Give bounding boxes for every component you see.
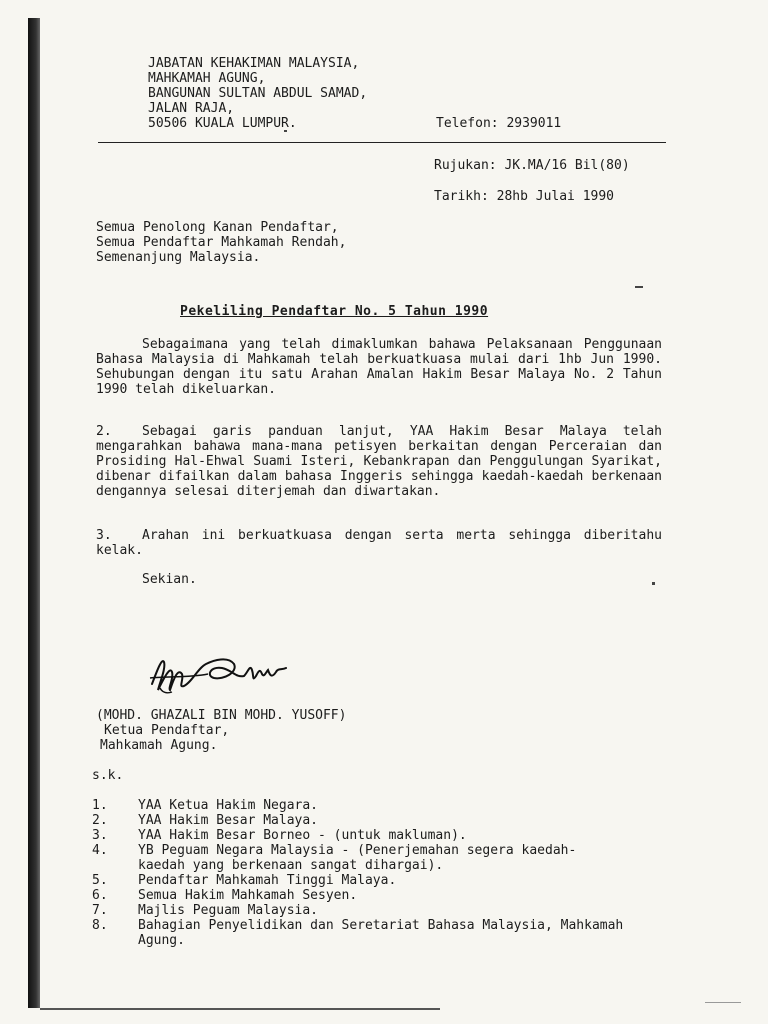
cc-item-number: 4. (92, 843, 108, 858)
recipient-line-2: Semua Pendaftar Mahkamah Rendah, (96, 235, 347, 250)
cc-item-number: 2. (92, 813, 108, 828)
paragraph-2 (96, 424, 662, 499)
cc-item: Majlis Peguam Malaysia. (138, 903, 319, 918)
paragraph-3-text: Arahan ini berkuatkuasa dengan serta merta sehingga diberitahu kelak. (96, 528, 662, 558)
scan-speck (652, 582, 655, 585)
cc-item: YB Peguam Negara Malaysia - (Penerjemahan segera kaedah-kaedah yang berkenaan sangat dihargai). (138, 843, 577, 873)
letterhead-line-1: JABATAN KEHAKIMAN MALAYSIA, (148, 56, 360, 71)
cc-item: YAA Hakim Besar Borneo - (untuk makluman). (138, 828, 467, 843)
signatory-office: Mahkamah Agung. (100, 738, 218, 753)
letterhead-line-5: 50506 KUALA LUMPUR. (148, 116, 297, 131)
signature-image (148, 648, 298, 700)
paragraph-2-number: 2. (96, 424, 112, 439)
paragraph-2-text: Sebagai garis panduan lanjut, YAA Hakim Besar Malaya telah mengarahkan bahawa mana-mana petisyen berkaitan dengan Perceraian dan Prosiding Hal-Ehwal Suami Isteri, Kebankrapan dan Penggulungan Syarikat, dibenar difailkan dalam bahasa Inggeris sehingga kaedah-kaedah berkenaan dengannya selesai diterjemah dan diwartakan. (96, 424, 662, 499)
letterhead-divider (98, 142, 666, 143)
cc-item: Semua Hakim Mahkamah Sesyen. (138, 888, 358, 903)
circular-title: Pekeliling Pendaftar No. 5 Tahun 1990 (180, 304, 489, 319)
cc-item: Bahagian Penyelidikan dan Seretariat Bahasa Malaysia, Mahkamah Agung. (138, 918, 624, 948)
recipient-line-3: Semenanjung Malaysia. (96, 250, 261, 265)
date: Tarikh: 28hb Julai 1990 (434, 189, 615, 204)
letterhead-line-4: JALAN RAJA, (148, 101, 235, 116)
cc-item: Pendaftar Mahkamah Tinggi Malaya. (138, 873, 397, 888)
cc-item-number: 3. (92, 828, 108, 843)
cc-item-number: 6. (92, 888, 108, 903)
scan-speck (635, 286, 643, 288)
letterhead-line-3: BANGUNAN SULTAN ABDUL SAMAD, (148, 86, 368, 101)
scan-speck (705, 1002, 741, 1003)
signatory-name: (MOHD. GHAZALI BIN MOHD. YUSOFF) (96, 708, 347, 723)
binding-edge (28, 18, 40, 1008)
paragraph-3 (96, 528, 662, 558)
signatory-position: Ketua Pendaftar, (104, 723, 230, 738)
cc-item-number: 8. (92, 918, 108, 933)
letterhead-line-2: MAHKAMAH AGUNG, (148, 71, 266, 86)
cc-label: s.k. (92, 768, 124, 783)
closing: Sekian. (142, 572, 197, 587)
cc-item-number: 1. (92, 798, 108, 813)
paragraph-1: Sebagaimana yang telah dimaklumkan bahawa Pelaksanaan Penggunaan Bahasa Malaysia di Mahkamah telah berkuatkuasa mulai dari 1hb Jun 1990. Sehubungan dengan itu satu Arahan Amalan Hakim Besar Malaya No. 2 Tahun 1990 telah dikeluarkan. (96, 337, 662, 397)
telephone: Telefon: 2939011 (436, 116, 562, 131)
cc-item-number: 5. (92, 873, 108, 888)
recipient-line-1: Semua Penolong Kanan Pendaftar, (96, 220, 339, 235)
cc-item: YAA Ketua Hakim Negara. (138, 798, 319, 813)
paragraph-3-number: 3. (96, 528, 112, 543)
page-bottom-edge (40, 1008, 440, 1010)
cc-item-number: 7. (92, 903, 108, 918)
reference: Rujukan: JK.MA/16 Bil(80) (434, 158, 630, 173)
cc-item: YAA Hakim Besar Malaya. (138, 813, 319, 828)
